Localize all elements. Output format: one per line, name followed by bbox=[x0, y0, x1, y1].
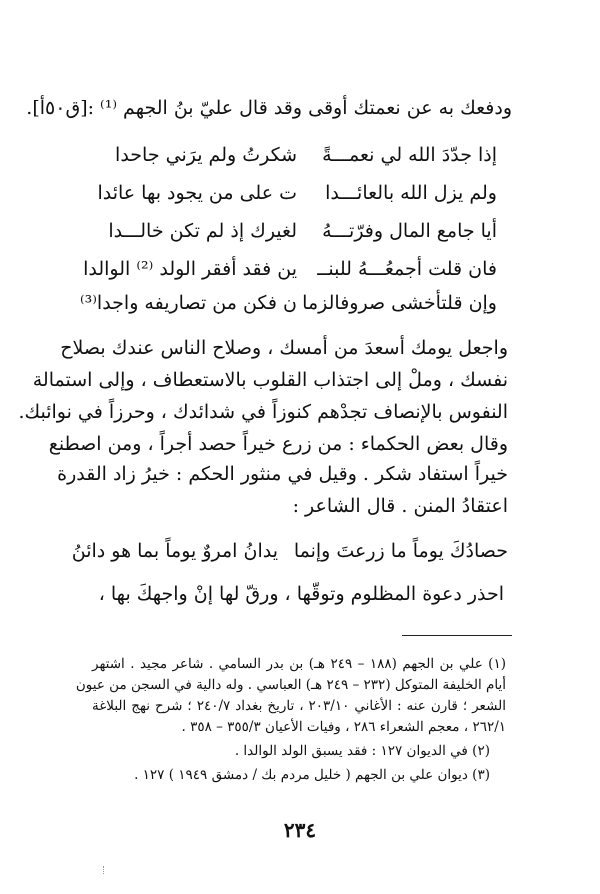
verse-row bbox=[80, 180, 497, 208]
verse-row bbox=[71, 538, 508, 566]
verse-second-hemistich: لغيرك إذ لم تكن خالـــدا bbox=[108, 220, 297, 242]
verse-first-hemistich: أيا جامع المال وفرّتـــهُ bbox=[322, 220, 497, 242]
intro-line: ودفعك به عن نعمتك أوقى وقد قال عليّ بنُ الجهم ⁽¹⁾ :[ق٥٠أ]. bbox=[26, 97, 512, 119]
verse-second-hemistich: يدانُ امروٌ يوماً بما هو دائنُ bbox=[71, 540, 278, 562]
verse-first-hemistich: فان قلت أجمعُـــهُ للبنــ bbox=[317, 258, 497, 280]
paragraph-line: خيراً استفاد شكر . وقيل في منثور الحكم : خيرُ زاد القدرة bbox=[57, 463, 508, 485]
paragraph-line: نفسك ، وملْ إلى اجتذاب القلوب بالاستعطاف ، وإلى استمالة bbox=[32, 369, 508, 391]
footnote-line: (٣) ديوان علي بن الجهم ( خليل مردم بك / دمشق ١٩٤٩ ) ١٢٧ . bbox=[134, 767, 490, 783]
verse-row bbox=[80, 142, 497, 170]
verse-row bbox=[80, 256, 497, 284]
footnote-line: ٢٦٢/١ ، معجم الشعراء ٢٨٦ ، وفيات الأعيان ٣٥٥/٣ – ٣٥٨ . bbox=[181, 719, 506, 735]
page-number: ٢٣٤ bbox=[283, 818, 317, 842]
scan-speck bbox=[103, 866, 107, 874]
footnote-divider bbox=[402, 635, 512, 636]
paragraph-line: اعتقادُ المنن . قال الشاعر : bbox=[292, 495, 508, 517]
verse-first-hemistich: ولم يزل الله بالعائـــدا bbox=[325, 182, 497, 204]
verse-second-hemistich: ين فقد أفقر الولد ⁽²⁾ الوالدا bbox=[83, 258, 297, 280]
footnote-line: أيام الخليفة المتوكل (٢٣٢ – ٢٤٩ هـ) العباسي . وله دالية في السجن من عيون bbox=[75, 677, 506, 693]
verse-first-hemistich: إذا جدّدَ الله لي نعمـــةً bbox=[322, 144, 497, 166]
verse-first-hemistich: وإن قلتأخشى صروفالزما bbox=[302, 292, 497, 314]
verse-row bbox=[80, 290, 497, 318]
paragraph-line: النفوس بالإنصاف تجدْهم كنوزاً في شدائدك ، وحرزاً في نوائبك. bbox=[18, 401, 508, 423]
footnote-line: الشعر ؛ قارن عنه : الأغاني ٢٠٣/١٠ ، تاريخ بغداد ٢٤٠/٧ ؛ شرح نهج البلاغة bbox=[92, 698, 506, 714]
verse-second-hemistich: ت على من يجود بها عائدا bbox=[97, 182, 297, 204]
verse-first-hemistich: حصادُكَ يوماً ما زرعتَ وإنما bbox=[293, 540, 508, 562]
verse-second-hemistich: شكرتُ ولم يرَني جاحدا bbox=[115, 144, 297, 166]
verse-row bbox=[80, 218, 497, 246]
footnote-line: (٢) في الديوان ١٢٧ : فقد يسبق الولد الوالدا . bbox=[234, 743, 490, 759]
verse-second-hemistich: ن فكن من تصاريفه واجدا⁽³⁾ bbox=[79, 292, 297, 314]
footnote-line: (١) علي بن الجهم (١٨٨ – ٢٤٩ هـ) بن بدر السامي . شاعر مجيد . اشتهر bbox=[92, 656, 506, 672]
paragraph-line: وقال بعض الحكماء : من زرع خيراً حصد أجراً ، ومن اصطنع bbox=[48, 433, 508, 455]
paragraph-line: واجعل يومك أسعدَ من أمسك ، وصلاح الناس عندك بصلاح bbox=[60, 337, 508, 359]
closing-line: احذر دعوة المظلوم وتوقّها ، ورقّ لها إنْ واجهكَ بها ، bbox=[98, 583, 504, 605]
